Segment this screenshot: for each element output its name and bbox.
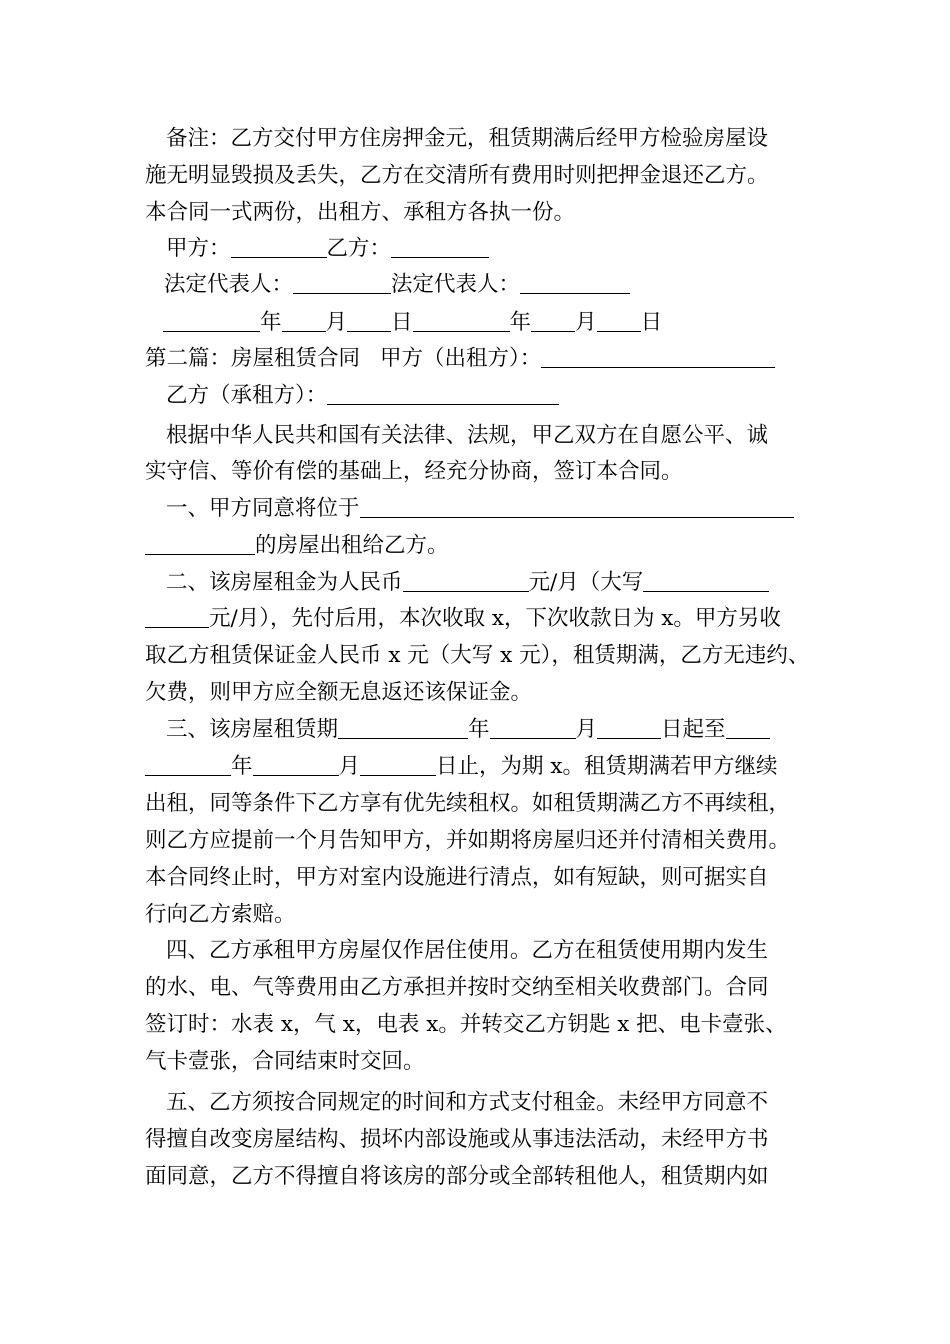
clause3-line-1 — [166, 715, 770, 745]
location-blank-cont — [145, 532, 255, 555]
note-line-2: 施无明显毁损及丢失，乙方在交清所有费用时则把押金退还乙方。 — [145, 163, 769, 188]
lessee-line — [166, 381, 559, 411]
rep-b-label: 法定代表人： — [391, 272, 521, 297]
month-label: 月 — [325, 310, 348, 335]
clause3-text: 三、该房屋租赁期 — [166, 717, 339, 742]
lessor-blank — [541, 345, 775, 368]
part2-heading-line — [145, 344, 775, 374]
location-blank — [360, 495, 794, 518]
clause2-line-4: 欠费，则甲方应全额无息返还该保证金。 — [145, 680, 533, 705]
date-a-month-blank — [282, 309, 326, 332]
clause3-line-6: 行向乙方索赔。 — [145, 902, 296, 927]
rep-a-label: 法定代表人： — [164, 272, 294, 297]
year-label: 年 — [260, 310, 282, 335]
year-label: 年 — [468, 717, 490, 742]
lease-end-month-blank — [253, 753, 339, 776]
clause4-line-4: 气卡壹张，合同结束时交回。 — [145, 1049, 425, 1074]
date-sign-line — [163, 308, 662, 338]
clause1-line-2 — [145, 531, 449, 561]
clause3-line-5: 本合同终止时，甲方对室内设施进行清点，如有短缺，则可据实自 — [145, 865, 769, 890]
month-label: 月 — [575, 310, 597, 335]
party-a-blank — [231, 235, 327, 258]
clause4-line-2: 的水、电、气等费用由乙方承担并按时交纳至相关收费部门。合同 — [145, 975, 769, 1000]
month-label: 月 — [338, 754, 361, 779]
note-line-3: 本合同一式两份，出租方、承租方各执一份。 — [145, 200, 576, 225]
rent-capital-blank — [643, 569, 769, 592]
clause3-line-3: 出租，同等条件下乙方享有优先续租权。如租赁期满乙方不再续租， — [145, 791, 791, 816]
date-a-day-blank — [347, 309, 391, 332]
day-label: 日 — [640, 310, 663, 335]
clause5-line-2: 得擅自改变房屋结构、损坏内部设施或从事违法活动，未经甲方书 — [145, 1127, 769, 1152]
lease-end-year-blank — [726, 716, 770, 739]
year-label: 年 — [231, 754, 253, 779]
party-sign-line — [166, 234, 489, 264]
clause5-line-1: 五、乙方须按合同规定的时间和方式支付租金。未经甲方同意不 — [166, 1090, 769, 1115]
clause2-text-b: 元/月（大写 — [528, 570, 644, 595]
month-label: 月 — [575, 717, 598, 742]
clause2-line-2 — [145, 604, 781, 634]
clause2-text-c: 元/月），先付后用，本次收取 x，下次收款日为 x。甲方另收 — [209, 606, 781, 631]
clause2-text: 二、该房屋租金为人民币 — [166, 570, 403, 595]
rep-sign-line — [164, 270, 630, 300]
rent-capital-blank-cont — [145, 605, 209, 628]
lessee-label: 乙方（承租方）： — [166, 383, 328, 408]
date-b-year-blank — [413, 309, 510, 332]
part2-heading: 第二篇：房屋租赁合同 — [145, 346, 361, 371]
clause3-text-c: 日止，为期 x。租赁期满若甲方继续 — [436, 754, 778, 779]
lease-start-day-blank — [597, 716, 661, 739]
clause1-line-1 — [166, 494, 794, 524]
clause4-line-1: 四、乙方承租甲方房屋仅作居住使用。乙方在租赁使用期内发生 — [166, 938, 769, 963]
lease-start-month-blank — [490, 716, 576, 739]
day-label: 日 — [391, 310, 413, 335]
clause5-line-3: 面同意，乙方不得擅自将该房的部分或全部转租他人，租赁期内如 — [145, 1164, 769, 1189]
clause3-text-b: 日起至 — [661, 717, 726, 742]
clause3-line-4: 则乙方应提前一个月告知甲方，并如期将房屋归还并付清相关费用。 — [145, 828, 791, 853]
lessor-label: 甲方（出租方）： — [380, 346, 542, 371]
date-a-year-blank — [163, 309, 260, 332]
lease-start-year-blank — [338, 716, 468, 739]
lease-end-day-blank — [360, 753, 436, 776]
party-b-label: 乙方： — [326, 236, 392, 261]
year-label: 年 — [509, 310, 532, 335]
clause4-line-3: 签订时：水表 x，气 x，电表 x。并转交乙方钥匙 x 把、电卡壹张、 — [145, 1012, 787, 1037]
intro-line-2: 实守信、等价有偿的基础上，经充分协商，签订本合同。 — [145, 459, 683, 484]
lessee-blank — [327, 382, 559, 405]
note-line-1: 备注：乙方交付甲方住房押金元，租赁期满后经甲方检验房屋设 — [166, 126, 769, 151]
party-a-label: 甲方： — [166, 236, 231, 261]
clause3-line-2 — [145, 752, 778, 782]
rent-blank — [403, 569, 529, 592]
date-b-day-blank — [597, 309, 641, 332]
clause2-line-3: 取乙方租赁保证金人民币 x 元（大写 x 元），租赁期满，乙方无违约、 — [145, 643, 810, 668]
party-b-blank — [391, 235, 489, 258]
rep-b-blank — [520, 271, 630, 294]
date-b-month-blank — [531, 309, 575, 332]
clause1-text: 一、甲方同意将位于 — [166, 496, 360, 521]
intro-line-1: 根据中华人民共和国有关法律、法规，甲乙双方在自愿公平、诚 — [166, 423, 769, 448]
clause2-line-1 — [166, 568, 769, 598]
lease-end-year-blank-cont — [145, 753, 231, 776]
clause1-text-2: 的房屋出租给乙方。 — [255, 533, 449, 558]
rep-a-blank — [293, 271, 391, 294]
